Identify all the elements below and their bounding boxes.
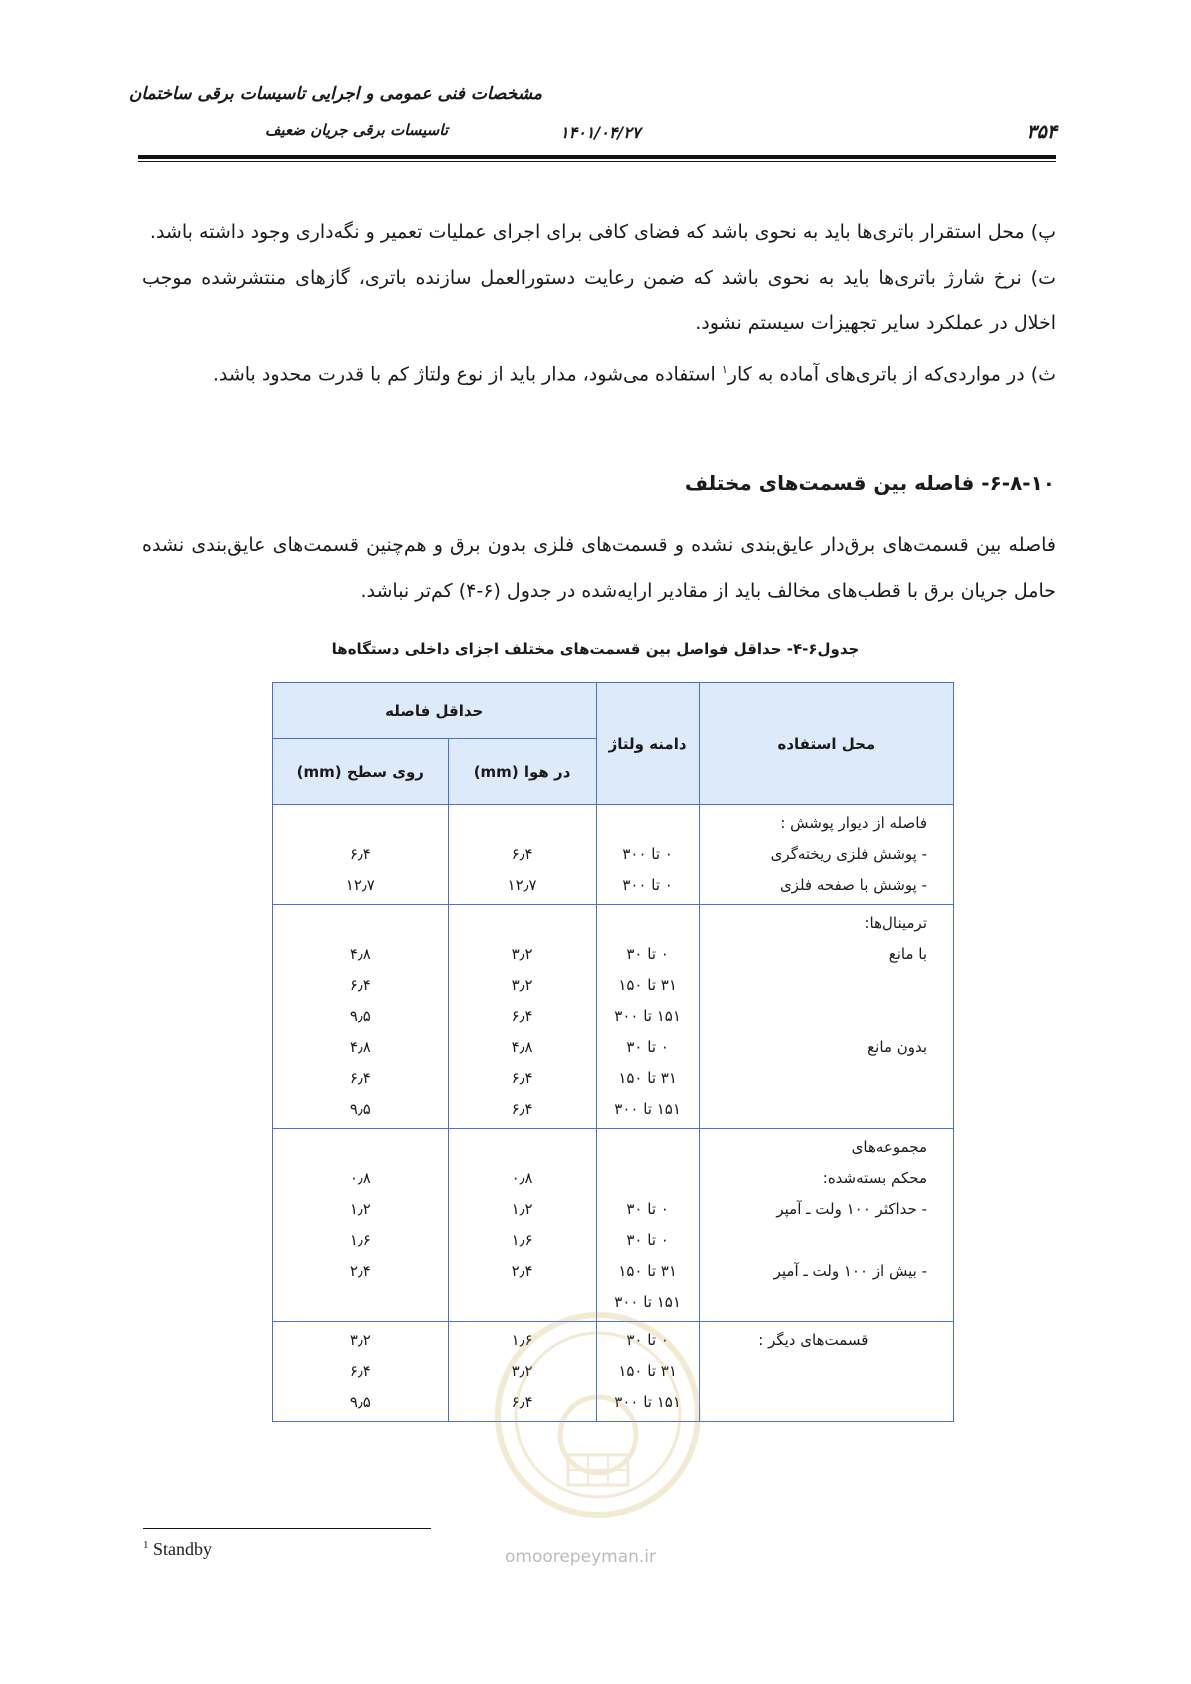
voltage-cell-line: ۰ تا ۳۰ [626, 1231, 669, 1249]
voltage-cell [596, 1129, 699, 1322]
voltage-cell-line [597, 1132, 699, 1163]
paragraph-se-before: ث) در مواردی‌که از باتری‌های آماده به کار [727, 362, 1056, 385]
voltage-cell-line: ۰ تا ۳۰ [626, 1200, 669, 1218]
footnote-text: Standby [153, 1539, 213, 1559]
usage-cell [699, 805, 953, 905]
air-distance-cell-line: ۶٫۴ [511, 1069, 533, 1087]
header-voltage: دامنه ولتاژ [596, 683, 699, 805]
footnote-reference[interactable]: ۱ [721, 362, 728, 376]
usage-cell-line: ترمینال‌ها: [864, 914, 927, 932]
header-surface: روی سطح (mm) [273, 739, 449, 805]
header-min-distance: حداقل فاصله [273, 683, 597, 739]
usage-cell-line: - پوشش فلزی ریخته‌گری [770, 845, 927, 863]
voltage-cell-line: ۳۱ تا ۱۵۰ [618, 976, 677, 994]
section-heading: ۶-۸-۱۰- فاصله بین قسمت‌های مختلف [684, 471, 1055, 495]
footnote [143, 1539, 212, 1560]
air-distance-cell-line [449, 908, 596, 939]
section-paragraph [142, 523, 1056, 614]
voltage-cell-line: ۳۱ تا ۱۵۰ [618, 1362, 677, 1380]
surface-distance-cell-line: ۱٫۲ [349, 1200, 371, 1218]
usage-cell-line: - پوشش با صفحه فلزی [779, 876, 927, 894]
surface-distance-cell-line: ۹٫۵ [349, 1393, 371, 1411]
air-distance-cell-line: ۱٫۶ [511, 1231, 533, 1249]
usage-cell-line: محکم بسته‌شده: [822, 1169, 927, 1187]
usage-cell-line: فاصله از دیوار پوشش : [780, 814, 927, 832]
surface-distance-cell [273, 1322, 449, 1422]
usage-cell-line [700, 1225, 927, 1256]
surface-distance-cell-line: ۴٫۸ [349, 945, 371, 963]
surface-distance-cell-line: ۶٫۴ [349, 976, 371, 994]
page-number: ۳۵۴ [1026, 121, 1057, 143]
voltage-cell-line: ۱۵۱ تا ۳۰۰ [614, 1007, 681, 1025]
surface-distance-cell-line: ۱٫۶ [349, 1231, 371, 1249]
usage-cell-line: - حداکثر ۱۰۰ ولت ـ آمپر [776, 1200, 927, 1218]
table-caption: جدول۶-۴- حداقل فواصل بین قسمت‌های مختلف اجزای داخلی دستگاه‌ها [331, 640, 860, 658]
usage-cell-line [700, 1001, 927, 1032]
paragraph-pe: پ) محل استقرار باتری‌ها باید به نحوی باشد که فضای کافی برای اجرای عملیات تعمیر و نگه‌داری وجود داشته باشد. [149, 221, 1056, 243]
header-rule-thin [138, 161, 1056, 162]
header-rule-thick [138, 155, 1056, 159]
usage-cell [699, 1322, 953, 1422]
air-distance-cell-line: ۶٫۴ [511, 845, 533, 863]
document-title: مشخصات فنی عمومی و اجرایی تاسیسات برقی ساختمان [128, 84, 542, 104]
surface-distance-cell-line: ۶٫۴ [349, 845, 371, 863]
voltage-cell-line [597, 1163, 699, 1194]
surface-distance-cell-line: ۶٫۴ [349, 1069, 371, 1087]
surface-distance-cell-line: ۱۲٫۷ [345, 876, 375, 894]
air-distance-cell-line [449, 1132, 596, 1163]
voltage-cell [596, 905, 699, 1129]
voltage-cell-line: ۰ تا ۳۰ [626, 1331, 669, 1349]
watermark-url: omoorepeyman.ir [505, 1547, 657, 1567]
voltage-cell-line: ۱۵۱ تا ۳۰۰ [614, 1100, 681, 1118]
air-distance-cell-line: ۶٫۴ [511, 1100, 533, 1118]
revision-date: ۱۴۰۱/۰۴/۲۷ [560, 123, 641, 142]
surface-distance-cell-line [273, 1132, 448, 1163]
air-distance-cell-line: ۲٫۴ [511, 1262, 533, 1280]
footnote-rule [143, 1528, 431, 1529]
paragraph-se [142, 347, 1056, 398]
usage-cell-line [700, 970, 927, 1001]
header-air: در هوا (mm) [448, 739, 596, 805]
surface-distance-cell-line: ۰٫۸ [349, 1169, 371, 1187]
air-distance-cell-line: ۶٫۴ [511, 1007, 533, 1025]
voltage-cell-line: ۰ تا ۳۰ [626, 1038, 669, 1056]
usage-cell-line [700, 1094, 927, 1125]
air-distance-cell-line: ۱۲٫۷ [507, 876, 537, 894]
header-usage: محل استفاده [699, 683, 953, 805]
air-distance-cell-line: ۳٫۲ [511, 976, 533, 994]
surface-distance-cell-line [273, 808, 448, 839]
usage-cell-line [700, 1287, 927, 1318]
table-row [273, 905, 954, 1129]
voltage-cell-line: ۰ تا ۳۰ [626, 945, 669, 963]
battery-requirements [142, 210, 1056, 397]
usage-cell-line: با مانع [888, 945, 927, 963]
usage-cell-line [700, 1063, 927, 1094]
surface-distance-cell [273, 905, 449, 1129]
voltage-cell-line: ۰ تا ۳۰۰ [622, 845, 673, 863]
voltage-cell-line: ۱۵۱ تا ۳۰۰ [614, 1293, 681, 1311]
usage-cell [699, 905, 953, 1129]
chapter-subtitle: تاسیسات برقی جریان ضعیف [264, 121, 448, 139]
watermark-seal-icon [488, 1305, 708, 1525]
surface-distance-cell-line [273, 908, 448, 939]
voltage-cell-line [597, 808, 699, 839]
air-distance-cell [448, 1129, 596, 1322]
distance-paragraph: فاصله بین قسمت‌های برق‌دار عایق‌بندی نشده و قسمت‌های فلزی بدون برق و هم‌چنین قسمت‌های عایق‌بندی نشده حامل جریان برق با قطب‌های مخالف باید از مقادیر ارایه‌شده در جدول (۶-۴) کم‌تر نباشد. [142, 534, 1056, 602]
air-distance-cell-line: ۱٫۲ [511, 1200, 533, 1218]
air-distance-cell [448, 905, 596, 1129]
paragraph-te: ت) نرخ شارژ باتری‌ها باید به نحوی باشد که ضمن رعایت دستورالعمل سازنده باتری، گازهای منتشرشده موجب اخلال در عملکرد سایر تجهیزات سیستم نشود. [142, 266, 1056, 334]
surface-distance-cell-line: ۲٫۴ [349, 1262, 371, 1280]
surface-distance-cell-line: ۳٫۲ [349, 1331, 371, 1349]
footnote-mark: 1 [143, 1539, 149, 1551]
usage-cell-line: مجموعه‌های [851, 1138, 927, 1156]
table-row [273, 1129, 954, 1322]
voltage-cell-line: ۰ تا ۳۰۰ [622, 876, 673, 894]
usage-cell-line: قسمت‌های دیگر : [758, 1331, 869, 1349]
air-distance-cell-line: ۳٫۲ [511, 1362, 533, 1380]
surface-distance-cell-line: ۹٫۵ [349, 1100, 371, 1118]
air-distance-cell-line: ۶٫۴ [511, 1393, 533, 1411]
surface-distance-cell-line: ۶٫۴ [349, 1362, 371, 1380]
air-distance-cell-line [449, 808, 596, 839]
voltage-cell-line: ۳۱ تا ۱۵۰ [618, 1069, 677, 1087]
voltage-cell-line [597, 908, 699, 939]
usage-cell-line: بدون مانع [867, 1038, 927, 1056]
surface-distance-cell [273, 1129, 449, 1322]
air-distance-cell-line: ۴٫۸ [511, 1038, 533, 1056]
usage-cell [699, 1129, 953, 1322]
voltage-cell-line: ۱۵۱ تا ۳۰۰ [614, 1393, 681, 1411]
paragraph-se-after: استفاده می‌شود، مدار باید از نوع ولتاژ کم با قدرت محدود باشد. [212, 362, 722, 385]
air-distance-cell-line: ۳٫۲ [511, 945, 533, 963]
air-distance-cell [448, 805, 596, 905]
air-distance-cell-line: ۱٫۶ [511, 1331, 533, 1349]
usage-cell-line: - بیش از ۱۰۰ ولت ـ آمپر [773, 1262, 927, 1280]
surface-distance-cell-line: ۹٫۵ [349, 1007, 371, 1025]
voltage-cell [596, 805, 699, 905]
surface-distance-cell [273, 805, 449, 905]
air-distance-cell-line: ۰٫۸ [511, 1169, 533, 1187]
voltage-cell-line: ۳۱ تا ۱۵۰ [618, 1262, 677, 1280]
surface-distance-cell-line [273, 1287, 448, 1318]
surface-distance-cell-line: ۴٫۸ [349, 1038, 371, 1056]
table-row [273, 805, 954, 905]
